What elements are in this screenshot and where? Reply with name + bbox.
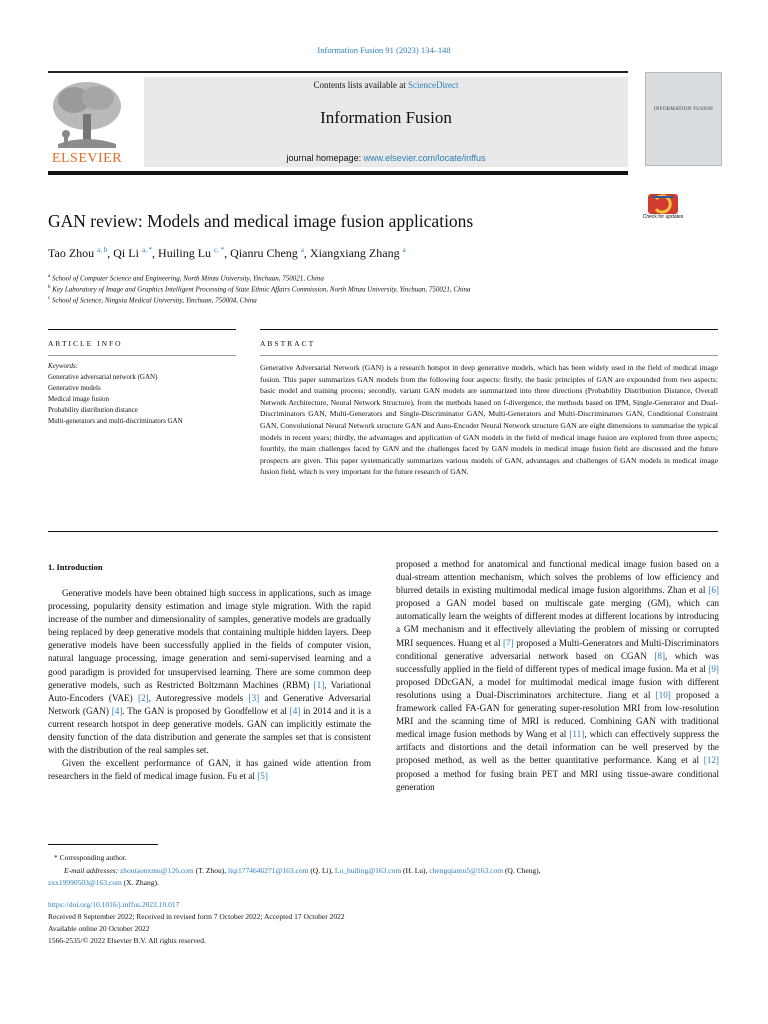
author-list: Tao Zhou $^{a, b}$, Qi Li $^{a, *}$, Huiling Lu $^{c, *}$, Qianru Cheng $^a$, Xiangxiang Zhang $^a$ xyxy=(48,246,406,260)
body-text: proposed a Multi-Generators and Multi-Discriminators conditional generative adversarial network based on CGAN xyxy=(396,637,719,661)
keyword: Generative models xyxy=(48,384,101,392)
email-owner: (X. Zhang). xyxy=(121,878,159,887)
header-top-rule xyxy=(48,71,628,73)
homepage-link[interactable]: www.elsevier.com/locate/inffus xyxy=(363,153,486,163)
citation-link[interactable]: [4] xyxy=(111,705,123,716)
abstract-sub-rule xyxy=(260,355,718,356)
citation-link[interactable]: [6] xyxy=(708,585,719,596)
paper-title: GAN review: Models and medical image fusion applications xyxy=(48,211,474,231)
author-affiliation-mark[interactable]: a, b xyxy=(97,246,108,254)
cover-title: INFORMATION FUSION xyxy=(653,107,714,112)
body-text: proposed a framework called FA-GAN for generating super-resolution MRI from low-resolution MRI and the scanning time of MRI is reduced. Combining GAN with traditional medical image fusion methods by Wang et al xyxy=(396,689,719,740)
keyword: Multi-generators and multi-discriminators GAN xyxy=(48,417,183,425)
sciencedirect-link[interactable]: ScienceDirect xyxy=(408,80,459,90)
author-name[interactable]: Qi Li xyxy=(113,246,139,260)
affiliation-text: Key Laboratory of Image and Graphics Intelligent Processing of State Ethnic Affairs Commission, North Minzu University, Yinchuan, 750021, China xyxy=(52,285,471,294)
affiliation-mark: b xyxy=(48,285,51,290)
email-link[interactable]: chengqianru5@163.com xyxy=(429,866,504,875)
citation-link[interactable]: [1] xyxy=(313,679,325,690)
affiliation-text: School of Computer Science and Engineering, North Minzu University, Yinchuan, 750021, China xyxy=(51,274,324,283)
body-text: and Generative Adversarial Network (GAN) xyxy=(48,692,371,716)
intro-paragraph xyxy=(48,757,371,783)
citation-link[interactable]: [12] xyxy=(703,755,719,766)
author-name[interactable]: Xiangxiang Zhang xyxy=(309,246,400,260)
section-heading-introduction: 1. Introduction xyxy=(48,562,103,572)
author-name[interactable]: Huiling Lu xyxy=(158,246,212,260)
intro-paragraph xyxy=(48,587,371,757)
email-addresses-continued xyxy=(48,878,159,887)
intro-left-column xyxy=(48,587,371,783)
keyword: Generative adversarial network (GAN) xyxy=(48,373,158,381)
doi-link[interactable]: https://doi.org/10.1016/j.inffus.2022.10.017 xyxy=(48,900,180,909)
author-name[interactable]: Tao Zhou xyxy=(48,246,95,260)
intro-right-column xyxy=(396,558,719,794)
citation-link[interactable]: [2] xyxy=(138,692,149,703)
body-text: proposed DDcGAN, a model for multimodal medical image fusion with different resolutions using a Dual-Discriminators architecture. Jiang et al xyxy=(396,676,719,700)
email-owner: (Q. Li), xyxy=(308,866,335,875)
author-affiliation-mark[interactable]: a xyxy=(402,246,406,254)
email-addresses xyxy=(64,865,719,878)
affiliation-text: School of Science, Ningxia Medical University, Yinchuan, 750004, China xyxy=(51,296,257,305)
body-text: , which was successfully applied in the field of different types of medical image fusion. Ma et al xyxy=(396,650,719,674)
check-for-updates-icon[interactable] xyxy=(645,193,681,229)
keyword: Medical image fusion xyxy=(48,395,110,403)
footnote-rule xyxy=(48,844,158,845)
email-label: E-mail addresses: xyxy=(64,866,119,875)
email-link[interactable]: zhoutaonxmu@126.com xyxy=(119,866,194,875)
citation-link[interactable]: [10] xyxy=(655,689,671,700)
citation-link[interactable]: [3] xyxy=(248,692,260,703)
homepage-prefix: journal homepage: xyxy=(286,153,364,163)
copyright: 1566-2535/© 2022 Elsevier B.V. All rights reserved. xyxy=(48,936,206,945)
body-text: , which can effectively suppress the artifacts and distortions and the detail information can be well preserved by the proposed method, as well as the better quantitative performance. Kang et al xyxy=(396,729,719,766)
body-text: in 2014 and it is a current research hotspot in deep generative models. GAN can implicitly estimate the density function of the data distribution and generate the samples set that is consistent with the distribution of the real samples set. xyxy=(48,705,371,756)
body-text: . The GAN is proposed by Goodfellow et al xyxy=(122,705,290,716)
article-info-sub-rule xyxy=(48,355,236,356)
citation-link[interactable]: [11] xyxy=(569,729,585,740)
affiliation xyxy=(48,274,324,282)
body-text: , Variational Auto-Encoders (VAE) xyxy=(48,679,372,703)
journal-title: Information Fusion xyxy=(320,108,452,127)
author-affiliation-mark[interactable]: a, * xyxy=(141,246,153,254)
keywords-label: Keywords: xyxy=(48,362,79,370)
affiliation xyxy=(48,296,257,304)
corresponding-author-note: * Corresponding author. xyxy=(54,853,127,862)
body-text: , Autoregressive models xyxy=(148,692,249,703)
body-text: proposed a method for fusing brain PET and MRI using tissue-aware conditional generation xyxy=(396,768,719,792)
elsevier-wordmark: ELSEVIER xyxy=(51,151,123,166)
abstract-heading: ABSTRACT xyxy=(260,339,316,348)
header-bottom-rule xyxy=(48,171,628,175)
check-for-updates-label[interactable]: Check for updates xyxy=(642,214,684,220)
citation-link[interactable]: [5] xyxy=(257,771,268,782)
body-text: Generative models have been obtained high success in applications, such as image processing, popularity density estimation and image style migration. With the rapid increase of the number and dimensionality of samples, generative models are gradually being replaced by deep generative models that containing multiple hidden layers. Deep generative models have been successfully applied in the fields of computer vision, natural language processing, image generation and semi-supervised learning and a good paradigm is provided for unsupervised learning. There are some common deep generative models, such as Restricted Boltzmann Machines (RBM) xyxy=(48,588,371,690)
received-dates: Received 8 September 2022; Received in revised form 7 October 2022; Accepted 17 October 2022 xyxy=(48,912,345,921)
citation-link[interactable]: [8] xyxy=(654,650,666,661)
body-text: proposed a method for anatomical and functional medical image fusion based on a dual-stream attention mechanism, which solves the problems of low efficiency and blurred details in existing multimodal medical image fusion algorithms. Zhan et al xyxy=(396,559,719,596)
email-owner: (T. Zhou), xyxy=(193,866,228,875)
journal-cover-thumbnail[interactable] xyxy=(645,72,722,166)
email-link[interactable]: Lu_huiling@163.com xyxy=(334,866,402,875)
citation-link[interactable]: [9] xyxy=(708,663,719,674)
journal-reference[interactable]: Information Fusion 91 (2023) 134–148 xyxy=(317,45,451,55)
email-owner: (H. Lu), xyxy=(401,866,430,875)
affiliation-mark: c xyxy=(48,296,51,301)
citation-link[interactable]: [7] xyxy=(503,637,514,648)
email-owner: (Q. Cheng), xyxy=(503,866,541,875)
body-text: proposed a GAN model based on multiscale gate merging (GM), which can automatically learn the weights of different modes at different locations by introducing a GM mechanism and it effectively alleviating the problem of missing or corrupted MRI sequences. Huang et al xyxy=(396,598,719,648)
abstract-text: Generative Adversarial Network (GAN) is a research hotspot in deep generative models, which has been widely used in the field of medical image fusion. This paper summarizes GAN models from the following four aspects: firstly, the basic principles of GAN are expounded from two aspects: basic model and training process; secondly, variant GAN models are summarized into three directions (Probability Distribution Distance, Overall Network Architecture, Neural Network Structure), from the methods based on f-divergence, the methods based on IPM, Single-Generator and Dual-Discriminators GAN, Multi-Generators and Single-Discriminator GAN, Multi-Generators and Multi-Discriminators GAN, Conditional Constraint GAN, Convolutional Neural Network structure GAN and Auto-Encoder Neural Network structure GAN are eight dimensions to summarise the typical models in recent years; thirdly, the advantages and application of GAN models in the field of medical image fusion are explored from three aspects; fourthly, the main challenges faced by GAN and the challenges faced by GAN models in medical image fusion field are discussed and the future prospects are given. This paper systematically summarizes various models of GAN, advantages and challenges of GAN models in medical image fusion field, which is very important for the future research of GAN. xyxy=(260,363,718,477)
keyword: Probability distribution distance xyxy=(48,406,138,414)
author-affiliation-mark[interactable]: c, * xyxy=(214,246,225,254)
email-link[interactable]: liqi1774646271@163.com xyxy=(227,866,309,875)
author-name[interactable]: Qianru Cheng xyxy=(230,246,298,260)
affiliation-mark: a xyxy=(48,274,51,279)
email-link[interactable]: zxx19990503@163.com xyxy=(48,878,122,887)
abstract-bottom-rule xyxy=(48,531,718,532)
abstract-top-rule xyxy=(260,329,718,330)
article-info-heading: ARTICLE INFO xyxy=(48,339,123,348)
homepage-line xyxy=(144,153,628,163)
contents-prefix: Contents lists available at xyxy=(313,80,408,90)
body-text: Given the excellent performance of GAN, it has gained wide attention from researchers in the field of medical image fusion. Fu et al xyxy=(48,758,371,782)
author-affiliation-mark[interactable]: a xyxy=(300,246,304,254)
contents-line xyxy=(144,80,628,90)
citation-link[interactable]: [4] xyxy=(289,705,301,716)
affiliation xyxy=(48,285,471,293)
online-date: Available online 20 October 2022 xyxy=(48,924,150,933)
article-info-top-rule xyxy=(48,329,236,330)
